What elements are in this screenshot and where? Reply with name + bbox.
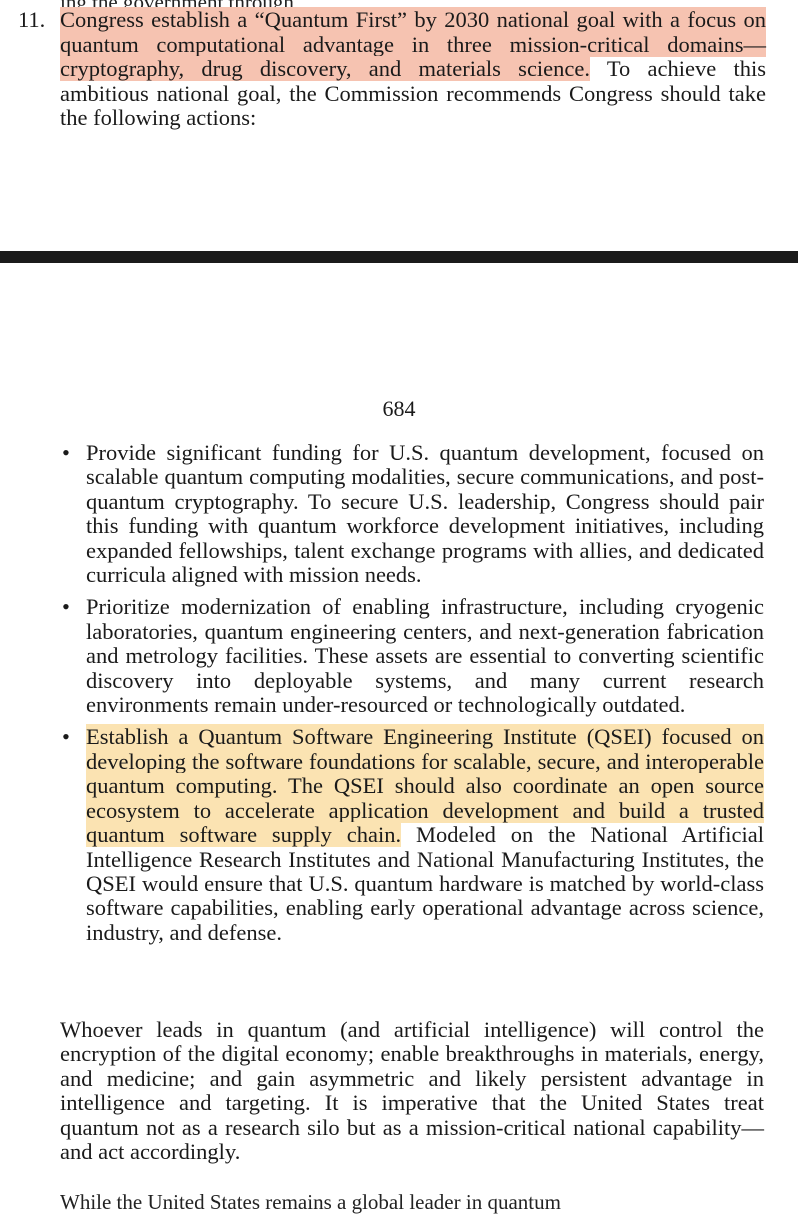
item-number: 11. [18,7,46,32]
bullet-text: Prioritize modernization of enabling infrastructure, including cryogenic laboratories, quantum engineering centers, and next-generation fabrication and metrology facilities. These assets are essential to converting scientific discovery into deployable systems, and many current research environments remain under-resourced or technologically outdated. [86,594,764,718]
closing-paragraph: Whoever leads in quantum (and artificial intelligence) will control the encryption of the digital economy; enable breakthroughs in materials, energy, and medicine; and gain asymmetric and likely persistent advantage in intelligence and targeting. It is imperative that the United States treat quantum not as a research silo but as a mission-critical national capability—and act accordingly. [60,1017,764,1165]
recommendation-11-continuation: To achieve this ambitious national goal, the Commission recommends Congress should take the following actions: [60,56,766,130]
bullet-item-infrastructure [60,595,764,717]
cut-off-top-line [60,0,294,4]
recommendation-11-text [60,8,766,131]
bullet-text: Provide significant funding for U.S. quantum development, focused on scalable quantum computing modalities, secure communications, and post-quantum cryptography. To secure U.S. leadership, Congress should pair this funding with quantum workforce development initiatives, including expanded fellowships, talent exchange programs with allies, and dedicated curricula aligned with mission needs. [86,440,764,588]
bullet-text: Modeled on the National Artificial Intelligence Research Institutes and National Manufacturing Institutes, the QSEI would ensure that U.S. quantum hardware is matched by world-class software capabilities, enabling early operational advantage across science, industry, and defense. [86,822,765,945]
bullet-icon: • [62,440,70,465]
bullet-item-funding [60,441,764,587]
recommendation-11 [18,8,766,131]
bullet-list [60,441,764,945]
bullet-icon: • [62,594,70,620]
page-divider [0,251,798,263]
bullet-item-qsei [60,725,764,945]
highlighted-text-red: Congress establish a “Quantum First” by 2030 national goal with a focus on quantum computational advantage in three mission-critical domains—cryptography, drug discovery, and materials science. [60,7,766,81]
bullet-icon: • [62,724,70,750]
cut-off-bottom-line: While the United States remains a global leader in quantum [60,1190,561,1214]
page-number: 684 [382,396,416,421]
highlighted-text-yellow: Establish a Quantum Software Engineering Institute (QSEI) focused on developing the software foundations for scalable, secure, and interoperable quantum computing. The QSEI should also coordinate an open source ecosystem to accelerate application development and build a trusted quantum software supply chain. [86,724,764,848]
